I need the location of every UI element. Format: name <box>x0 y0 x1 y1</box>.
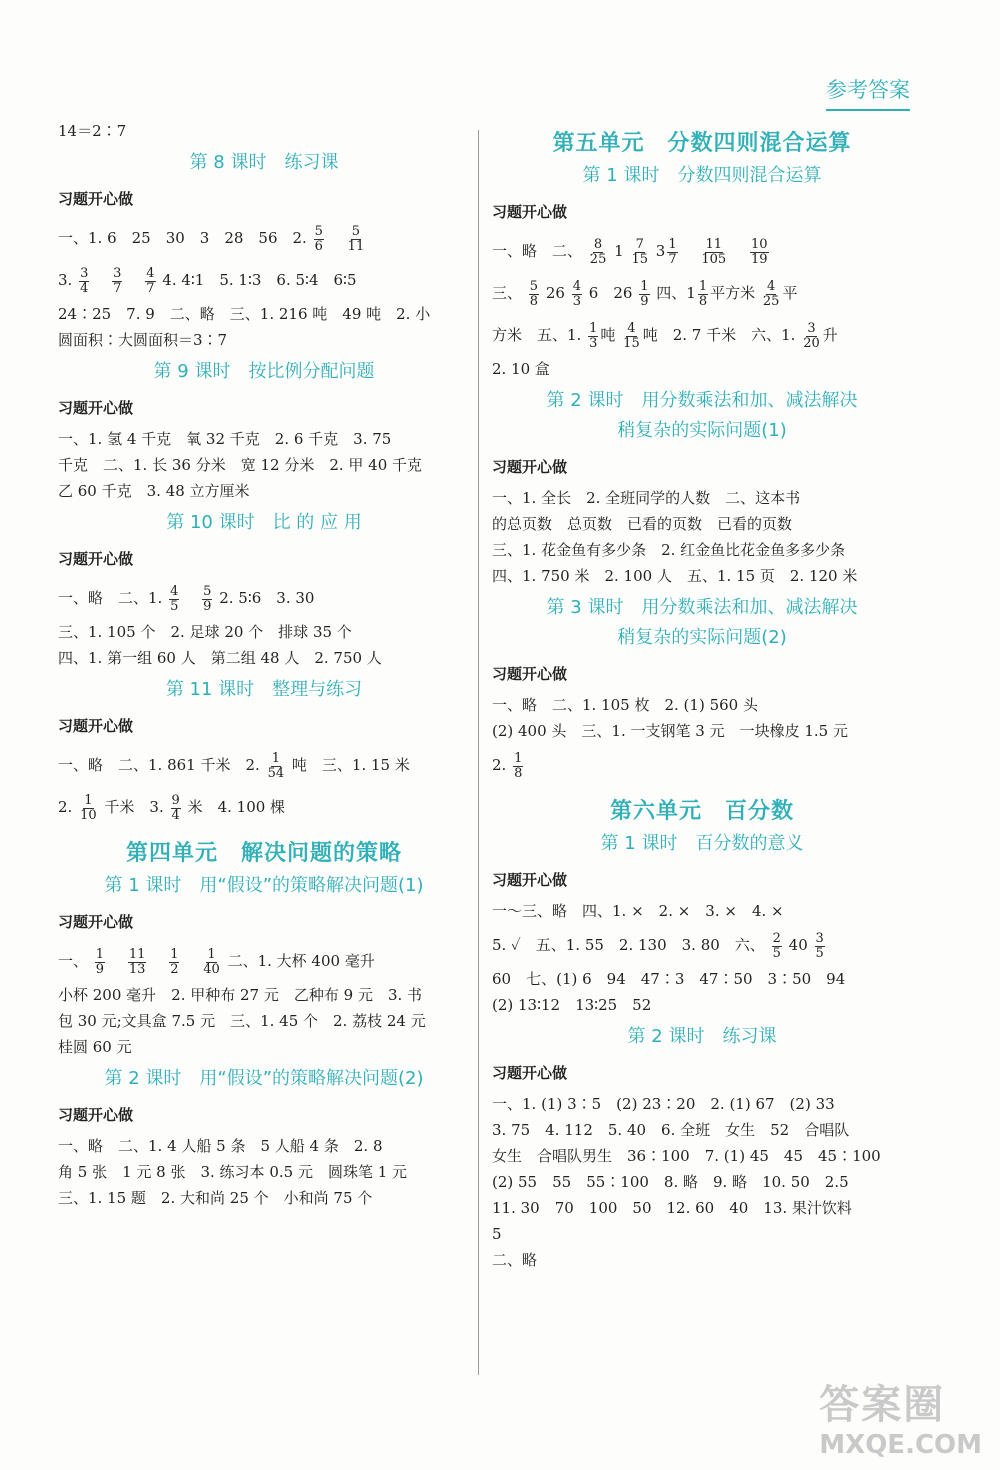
lesson-title: 第 1 课时 分数四则混合运算 <box>582 165 822 186</box>
fraction: $\frac{9}{4}$ <box>171 792 180 823</box>
section-label: 习题开心做 <box>492 665 568 683</box>
column-divider <box>478 130 479 1375</box>
fraction: $\frac{1}{40}$ <box>203 946 220 977</box>
answer-line: 三、 $\frac{5}{8}$ 26 $\frac{4}{3}$ 6 26 $\frac{1}{9}$ 四、1 $\frac{1}{8}$ 平方米 $\frac{4}{25}$ 平 <box>492 278 798 309</box>
fraction: $\frac{3}{4}$ <box>80 265 89 296</box>
answer-line: 一、 $\frac{1}{9}$ $\frac{11}{13}$ $\frac{1}{2}$ $\frac{1}{40}$ 二、1. 大杯 400 毫升 <box>58 946 375 977</box>
answer-line: 方米 五、1. $\frac{1}{3}$ 吨 $\frac{4}{15}$ 吨 2. 7 千米 六、1. $\frac{3}{20}$ 升 <box>492 320 838 351</box>
answer-line: (2) 13∶12 13∶25 52 <box>492 996 652 1014</box>
fraction: $\frac{5}{11}$ <box>347 223 365 254</box>
fraction: $\frac{1}{9}$ <box>95 946 105 977</box>
answer-line: 乙 60 千克 3. 48 立方厘米 <box>58 482 250 500</box>
fraction: $\frac{5}{8}$ <box>529 278 539 309</box>
fraction: $\frac{4}{5}$ <box>170 583 179 614</box>
lesson-title: 第 9 课时 按比例分配问题 <box>153 361 375 382</box>
unit-title: 第六单元 百分数 <box>609 799 794 824</box>
answer-line: (2) 55 55 55∶100 8. 略 9. 略 10. 50 2.5 <box>492 1173 849 1191</box>
lesson-title: 第 10 课时 比 的 应 用 <box>166 512 362 533</box>
answer-line: 2. 10 盒 <box>492 360 550 378</box>
answer-line: 24∶25 7. 9 二、略 三、1. 216 吨 49 吨 2. 小 <box>58 305 431 323</box>
section-label: 习题开心做 <box>58 717 134 735</box>
fraction: $\frac{3}{20}$ <box>803 320 820 351</box>
answer-line: 四、1. 第一组 60 人 第二组 48 人 2. 750 人 <box>58 649 382 667</box>
answer-line: 二、略 <box>492 1251 538 1269</box>
answer-line: 一、略 二、1. $\frac{4}{5}$ $\frac{5}{9}$ 2. 5∶6 3. 30 <box>58 583 315 614</box>
answer-line: 2. $\frac{1}{10}$ 千米 3. $\frac{9}{4}$ 米 4. 100 棵 <box>58 792 286 823</box>
answer-line: 3. 75 4. 112 5. 40 6. 全班 女生 52 合唱队 <box>492 1121 850 1139</box>
fraction: $\frac{4}{15}$ <box>623 320 640 351</box>
left-column <box>58 118 470 1211</box>
answer-line: 圆面积∶大圆面积＝3∶7 <box>58 331 228 349</box>
fraction: $\frac{4}{3}$ <box>572 278 582 309</box>
fraction: $\frac{3}{5}$ <box>815 930 824 961</box>
answer-line: 5. ✓ 五、1. 55 2. 130 3. 80 六、 $\frac{2}{5}$ 40 $\frac{3}{5}$ <box>492 930 824 961</box>
fraction: $\frac{1}{9}$ <box>640 278 649 309</box>
section-label: 习题开心做 <box>58 190 134 208</box>
lesson-title: 第 2 课时 练习课 <box>627 1026 777 1047</box>
answer-line: 2. $\frac{1}{8}$ <box>492 750 523 781</box>
lesson-title: 第 11 课时 整理与练习 <box>165 679 363 700</box>
answer-line: 的总页数 总页数 已看的页数 已看的页数 <box>492 515 793 533</box>
answer-line: 小杯 200 毫升 2. 甲种布 27 元 乙种布 9 元 3. 书 <box>58 986 423 1004</box>
answer-line: 三、1. 105 个 2. 足球 20 个 排球 35 个 <box>58 623 352 641</box>
answer-line: (2) 400 头 三、1. 一支钢笔 3 元 一块橡皮 1.5 元 <box>492 722 848 740</box>
answer-line: 千克 二、1. 长 36 分米 宽 12 分米 2. 甲 40 千克 <box>58 456 423 474</box>
lesson-title: 第 2 课时 用分数乘法和加、减法解决 稍复杂的实际问题(1) <box>546 390 858 441</box>
lesson-title: 第 1 课时 百分数的意义 <box>600 833 804 854</box>
right-column <box>492 118 912 1273</box>
answer-line: 一、略 二、1. 4 人船 5 条 5 人船 4 条 2. 8 <box>58 1137 383 1155</box>
fraction: $\frac{8}{25}$ <box>589 236 607 267</box>
answer-line: 四、1. 750 米 2. 100 人 五、1. 15 页 2. 120 米 <box>492 567 858 585</box>
fraction: $\frac{1}{3}$ <box>589 320 598 351</box>
answer-line: 角 5 张 1 元 8 张 3. 练习本 0.5 元 圆珠笔 1 元 <box>58 1163 408 1181</box>
answer-line: 60 七、(1) 6 94 47∶3 47∶50 3∶50 94 <box>492 970 846 988</box>
section-label: 习题开心做 <box>58 399 134 417</box>
fraction: $\frac{5}{9}$ <box>203 583 212 614</box>
answer-line: 一、1. 氢 4 千克 氧 32 千克 2. 6 千克 3. 75 <box>58 430 392 448</box>
section-label: 习题开心做 <box>492 1064 568 1082</box>
lesson-title: 第 3 课时 用分数乘法和加、减法解决 稍复杂的实际问题(2) <box>546 597 858 648</box>
fraction: $\frac{1}{2}$ <box>170 946 179 977</box>
fraction: $\frac{11}{105}$ <box>701 236 727 267</box>
answer-line: 3. $\frac{3}{4}$ $\frac{3}{7}$ $\frac{4}{7}$ 4. 4∶1 5. 1∶3 6. 5∶4 6∶5 <box>58 265 357 296</box>
section-label: 习题开心做 <box>492 458 568 476</box>
fraction: $\frac{7}{15}$ <box>631 236 648 267</box>
fraction: $\frac{1}{54}$ <box>267 750 285 781</box>
fraction: $\frac{1}{8}$ <box>514 750 523 781</box>
fraction: $\frac{4}{7}$ <box>146 265 155 296</box>
fraction: $\frac{4}{25}$ <box>762 278 780 309</box>
lesson-title: 第 2 课时 用“假设”的策略解决问题(2) <box>104 1068 424 1089</box>
section-label: 习题开心做 <box>492 203 568 221</box>
lesson-title: 第 8 课时 练习课 <box>189 152 339 173</box>
section-label: 习题开心做 <box>58 913 134 931</box>
answer-line: 14＝2∶7 <box>58 122 127 140</box>
answer-line: 5 <box>492 1225 502 1243</box>
answer-line: 一、1. 全长 2. 全班同学的人数 二、这本书 <box>492 489 801 507</box>
answer-line: 桂圆 60 元 <box>58 1038 132 1056</box>
fraction: $\frac{3}{7}$ <box>113 265 122 296</box>
answer-line: 一、略 二、1. 105 枚 2. (1) 560 头 <box>492 696 758 714</box>
answer-line: 一、略 二、1. 861 千米 2. $\frac{1}{54}$ 吨 三、1. 15 米 <box>58 750 410 781</box>
watermark-logo: 答案圈 MXQE.COM <box>819 1382 982 1460</box>
lesson-title: 第 1 课时 用“假设”的策略解决问题(1) <box>104 875 424 896</box>
fraction: $\frac{10}{19}$ <box>751 236 768 267</box>
answer-line <box>58 217 470 259</box>
answer-line: 11. 30 70 100 50 12. 60 40 13. 果汁饮料 <box>492 1199 852 1217</box>
text: 一、1. 6 25 30 3 28 56 2. <box>58 229 307 247</box>
unit-title: 第五单元 分数四则混合运算 <box>552 131 852 156</box>
fraction: $\frac{11}{13}$ <box>128 946 146 977</box>
fraction: $\frac{5}{6}$ <box>314 223 323 254</box>
answer-line: 三、1. 15 题 2. 大和尚 25 个 小和尚 75 个 <box>58 1189 373 1207</box>
answer-line: 三、1. 花金鱼有多少条 2. 红金鱼比花金鱼多多少条 <box>492 541 846 559</box>
answer-line: 包 30 元;文具盒 7.5 元 三、1. 45 个 2. 荔枝 24 元 <box>58 1012 426 1030</box>
section-label: 习题开心做 <box>58 1106 134 1124</box>
fraction: $\frac{1}{7}$ <box>668 236 677 267</box>
fraction: $\frac{2}{5}$ <box>772 930 781 961</box>
answer-line: 一、略 二、 $\frac{8}{25}$ 1 $\frac{7}{15}$ 3 $\frac{1}{7}$ $\frac{11}{105}$ $\frac{10}{19}$ <box>492 236 768 267</box>
answer-line: 一～三、略 四、1. × 2. × 3. × 4. × <box>492 902 784 920</box>
answer-line: 女生 合唱队男生 36∶100 7. (1) 45 45 45∶100 <box>492 1147 881 1165</box>
header-label: 参考答案 <box>826 74 910 111</box>
fraction: $\frac{1}{8}$ <box>698 278 708 309</box>
section-label: 习题开心做 <box>58 550 134 568</box>
unit-title: 第四单元 解决问题的策略 <box>125 841 402 866</box>
section-label: 习题开心做 <box>492 871 568 889</box>
answer-line: 一、1. (1) 3∶5 (2) 23∶20 2. (1) 67 (2) 33 <box>492 1095 835 1113</box>
fraction: $\frac{1}{10}$ <box>80 792 97 823</box>
